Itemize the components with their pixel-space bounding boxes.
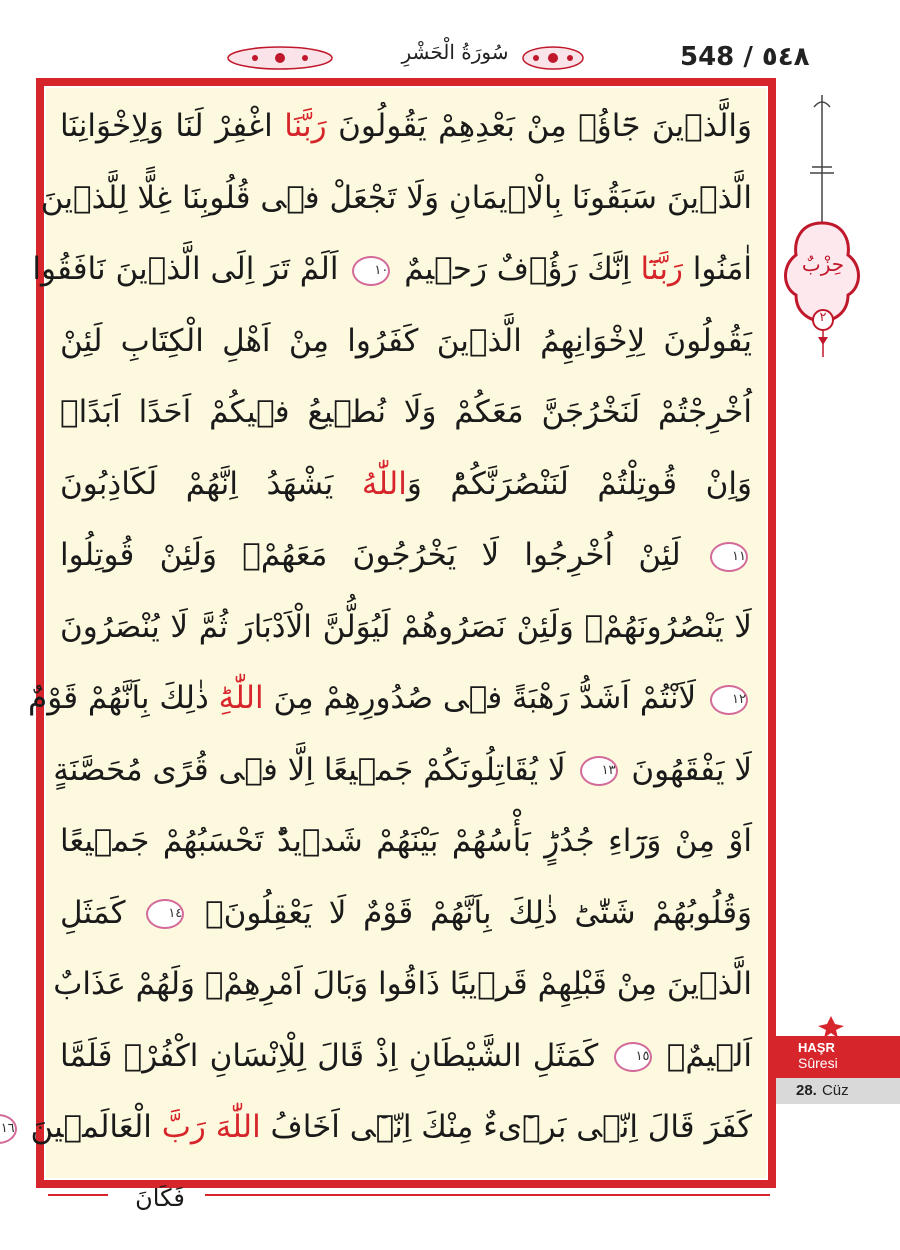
ayah-number-marker: ١٢: [710, 685, 748, 715]
juz-label: Cüz: [821, 1082, 849, 1099]
verse-text: اٰمَنُوا: [682, 251, 752, 287]
verse-line: [60, 311, 752, 371]
divine-name-text: رَبَّنَا: [284, 108, 327, 144]
verse-text: اَلٖيمٌۚ: [655, 1037, 752, 1074]
header-ornament-left-icon: [225, 44, 335, 72]
verse-text: يَشْهَدُ اِنَّهُمْ لَكَاذِبُونَ: [60, 465, 362, 502]
verse-text: الَّذٖينَ سَبَقُونَا بِالْا۪يمَانِ وَلَا تَجْعَلْ فٖى قُلُوبِنَا غِلًّا لِلَّذٖينَ: [40, 179, 752, 216]
surah-tab: [776, 1036, 900, 1078]
juz-tab: [776, 1078, 900, 1104]
divine-name-text: اللّٰهِؕ: [218, 680, 264, 716]
verse-text: وَقُلُوبُهُمْ شَتّٰىؕ ذٰلِكَ بِاَنَّهُمْ قَوْمٌ لَا يَعْقِلُونَۚ: [188, 894, 752, 931]
juz-number: 28.: [796, 1082, 817, 1099]
header-ornament-right-icon: [520, 44, 586, 72]
ayah-number-marker: ١٣: [580, 756, 618, 786]
verse-text: كَمَثَلِ الشَّيْطَانِ اِذْ قَالَ لِلْاِنْسَانِ اكْفُرْۚ فَلَمَّا: [60, 1037, 610, 1074]
surah-tab-suffix: Sûresi: [798, 1055, 838, 1071]
verse-line: [40, 168, 752, 228]
verse-line: [60, 525, 752, 585]
verse-line: [53, 740, 752, 800]
ayah-number-marker: ١٦: [0, 1114, 17, 1144]
verse-line: [53, 954, 752, 1014]
catchword: فَكَانَ: [135, 1184, 185, 1212]
verse-line: [60, 883, 752, 943]
surah-title: سُورَةُ الْحَشْرِ: [401, 40, 509, 64]
verse-line: [60, 1026, 752, 1086]
verse-text: لَاَنْتُمْ اَشَدُّ رَهْبَةً فٖى صُدُورِهِمْ مِنَ: [263, 680, 706, 716]
surah-tab-name: HAŞR: [798, 1040, 835, 1055]
verse-text: اُخْرِجْتُمْ لَنَخْرُجَنَّ مَعَكُمْ وَلَا نُطٖيعُ فٖيكُمْ اَحَدًا اَبَدًاۙ: [60, 394, 752, 430]
hizb-marker-icon: [788, 95, 888, 375]
ayah-number-marker: ١٤: [146, 899, 184, 929]
verse-text: ذٰلِكَ بِاَنَّهُمْ قَوْمٌ: [28, 680, 219, 716]
verse-text: يَقُولُونَ لِاِخْوَانِهِمُ الَّذٖينَ كَفَرُوا مِنْ اَهْلِ الْكِتَابِ لَئِنْ: [60, 322, 752, 359]
ayah-number-marker: ١١: [710, 542, 748, 572]
catchword-rule-left: [48, 1194, 108, 1196]
divine-name-text: اللّٰهَ رَبَّ: [161, 1109, 261, 1145]
verse-text: لَا يَنْصُرُونَهُمْۚ وَلَئِنْ نَصَرُوهُمْ لَيُوَلُّنَّ الْاَدْبَارَ ثُمَّ لَا يُنْصَرُونَ: [60, 608, 752, 645]
verse-line: [32, 239, 752, 299]
verse-line: [60, 382, 752, 442]
verse-line: [60, 597, 752, 657]
page-number: 548 / ٥٤٨: [680, 42, 810, 72]
verse-text: وَاِنْ قُوتِلْتُمْ لَنَنْصُرَنَّكُمْؕ وَ: [406, 465, 752, 502]
divine-name-text: رَبَّنَٓا: [640, 251, 683, 287]
verse-text: لَا يَفْقَهُونَ: [621, 751, 752, 788]
hizb-number: ٢: [819, 310, 827, 325]
verse-text: لَا يُقَاتِلُونَكُمْ جَمٖيعًا اِلَّا فٖى قُرًى مُحَصَّنَةٍ: [53, 751, 576, 788]
divine-name-text: اللّٰهُ: [361, 465, 407, 502]
verse-text: اَوْ مِنْ وَرَٓاءِ جُدُرٍؕ بَأْسُهُمْ بَيْنَهُمْ شَدٖيدٌؕ تَحْسَبُهُمْ جَمٖيعًا: [60, 823, 752, 859]
fleur-icon: [818, 1016, 844, 1038]
verse-text: كَفَرَ قَالَ اِنّٖى بَرٖٓیءٌ مِنْكَ اِنّٖٓى اَخَافُ: [260, 1109, 752, 1145]
verse-text: اِنَّكَ رَؤُ۫فٌ رَحٖيمٌ: [394, 251, 641, 287]
verse-line: [60, 811, 752, 871]
verse-line: [60, 96, 752, 156]
verse-text: اغْفِرْ لَنَا وَلِاِخْوَانِنَا: [60, 108, 285, 144]
catchword-rule-right: [205, 1194, 770, 1196]
verse-line: [28, 668, 752, 728]
verse-text: الَّذٖينَ مِنْ قَبْلِهِمْ قَرٖيبًا ذَاقُوا وَبَالَ اَمْرِهِمْۚ وَلَهُمْ عَذَابٌ: [53, 966, 752, 1002]
verse-line: [60, 454, 752, 514]
verse-text: الْعَالَمٖينَ: [20, 1109, 162, 1145]
verse-text: كَمَثَلِ: [60, 894, 143, 931]
ayah-number-marker: ١٠: [352, 256, 390, 286]
verse-line: [0, 1097, 752, 1157]
verse-text: اَلَمْ تَرَ اِلَى الَّذٖينَ نَافَقُوا: [32, 251, 349, 287]
page-header: [0, 0, 900, 90]
hizb-label: حِزْبٌ: [801, 252, 845, 276]
verse-text: وَالَّذٖينَ جَٓاؤُ۫ مِنْ بَعْدِهِمْ يَقُولُونَ: [326, 108, 752, 144]
ayah-number-marker: ١٥: [614, 1042, 652, 1072]
verse-text: لَئِنْ اُخْرِجُوا لَا يَخْرُجُونَ مَعَهُمْۚ وَلَئِنْ قُوتِلُوا: [60, 537, 706, 573]
